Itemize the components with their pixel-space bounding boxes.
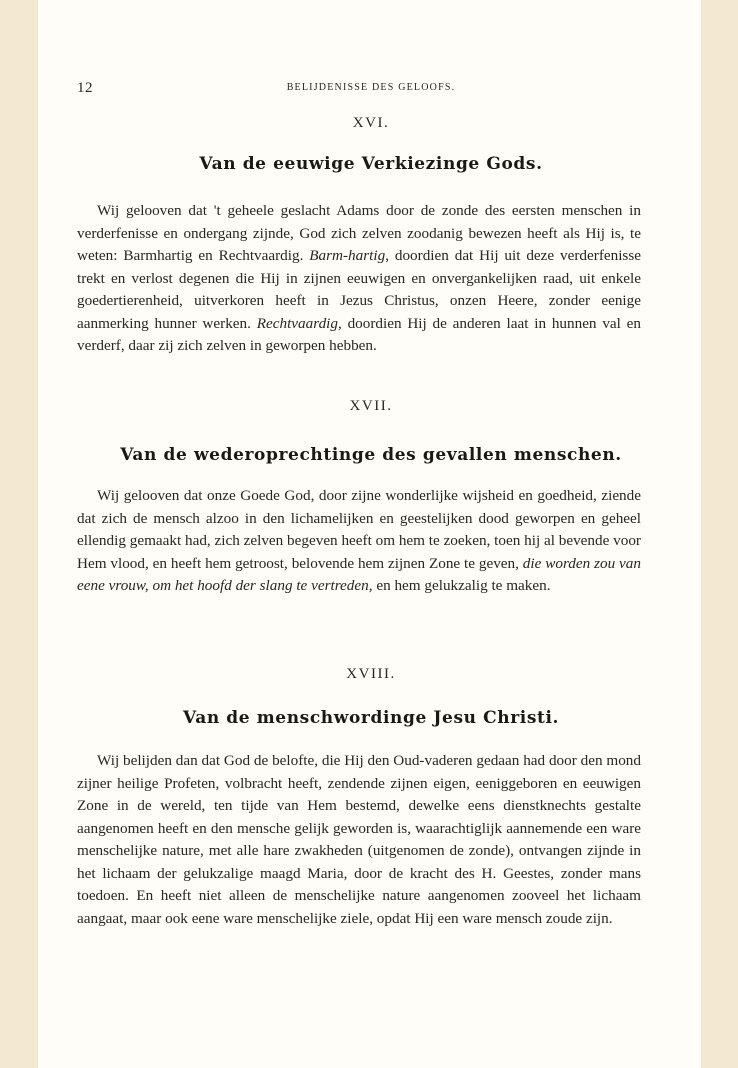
paragraph-text: Wij gelooven dat onze Goede God, door zijne wonderlijke wijsheid en goedheid, ziende dat zich de mensch alzoo in den lichamelijken en geestelijken dood geworpen en geheel ellendig gemaakt had, zich zelven begeven heeft om hem te zoeken, toen hij al bevende voor Hem vlood, en heeft hem getroost, belovende hem zijnen Zone te geven, bbox=[77, 487, 641, 572]
paragraph-text: Wij gelooven dat 't geheele geslacht Adams door de zonde des eersten menschen in verderfenisse en ondergang zijnde, God zich zelven zoodanig bewezen heeft als Hij is, te weten: Barmhartig en Rechtvaardig. bbox=[77, 202, 641, 264]
page-header bbox=[77, 80, 665, 96]
section-paragraph bbox=[77, 200, 641, 358]
section-title: Van de menschwordinge Jesu Christi. bbox=[182, 708, 560, 728]
section-number: XVII. bbox=[349, 398, 393, 414]
section-paragraph bbox=[77, 750, 641, 930]
paragraph-text: , doordien Hij de anderen laat in hunnen val en verderf, daar zij zich zelven in geworpen hebben. bbox=[77, 314, 641, 354]
section-title: Van de eeuwige Verkiezinge Gods. bbox=[199, 154, 543, 174]
page-number: 12 bbox=[77, 80, 93, 96]
paragraph-italic-text: Rechtvaardig bbox=[256, 314, 338, 332]
paragraph-text: Wij belijden dan dat God de belofte, die Hij den Oud-vaderen gedaan had door den mond zijner heilige Profeten, volbracht heeft, zendende zijnen eigen, eeniggeboren en eeuwigen Zone in de wereld, ten tijde van Hem bestemd, dewelke eens dienstknechts gestalte aangenomen heeft en den mensche gelijk geworden is, waarachtiglijk aannemende een ware menschelijke nature, met alle hare zwakheden (uitgenomen de zonde), ontvangen zijnde in het lichaam der gelukzalige maagd Maria, door de kracht des H. Geestes, zonder mans toedoen. En heeft niet alleen de menschelijke nature aangenomen zooveel het lichaam aangaat, maar ook eene ware menschelijke ziele, opdat Hij een ware mensch zoude zijn. bbox=[77, 752, 641, 927]
paragraph-italic-text: die worden zou van eene vrouw, om het hoofd der slang te vertreden, bbox=[77, 554, 641, 594]
paragraph-italic-text: Barm-hartig bbox=[309, 247, 386, 264]
paragraph-text: , doordien dat Hij uit deze verderfenisse trekt en verlost degenen die Hij in zijnen eeuwigen en onvergankelijken raad, uit enkele goedertierenheid, uitverkoren heeft in Jezus Christus, onzen Heere, zonder eenige aanmerking hunner werken. bbox=[77, 247, 641, 332]
running-head: BELIJDENISSE DES GELOOFS. bbox=[286, 82, 456, 93]
section-title: Van de wederoprechtinge des gevallen menschen. bbox=[120, 445, 622, 465]
section-number: XVI. bbox=[352, 115, 390, 131]
section-number: XVIII. bbox=[346, 666, 396, 682]
section-paragraph bbox=[77, 485, 641, 598]
paragraph-text: en hem gelukzalig te maken. bbox=[372, 577, 551, 594]
